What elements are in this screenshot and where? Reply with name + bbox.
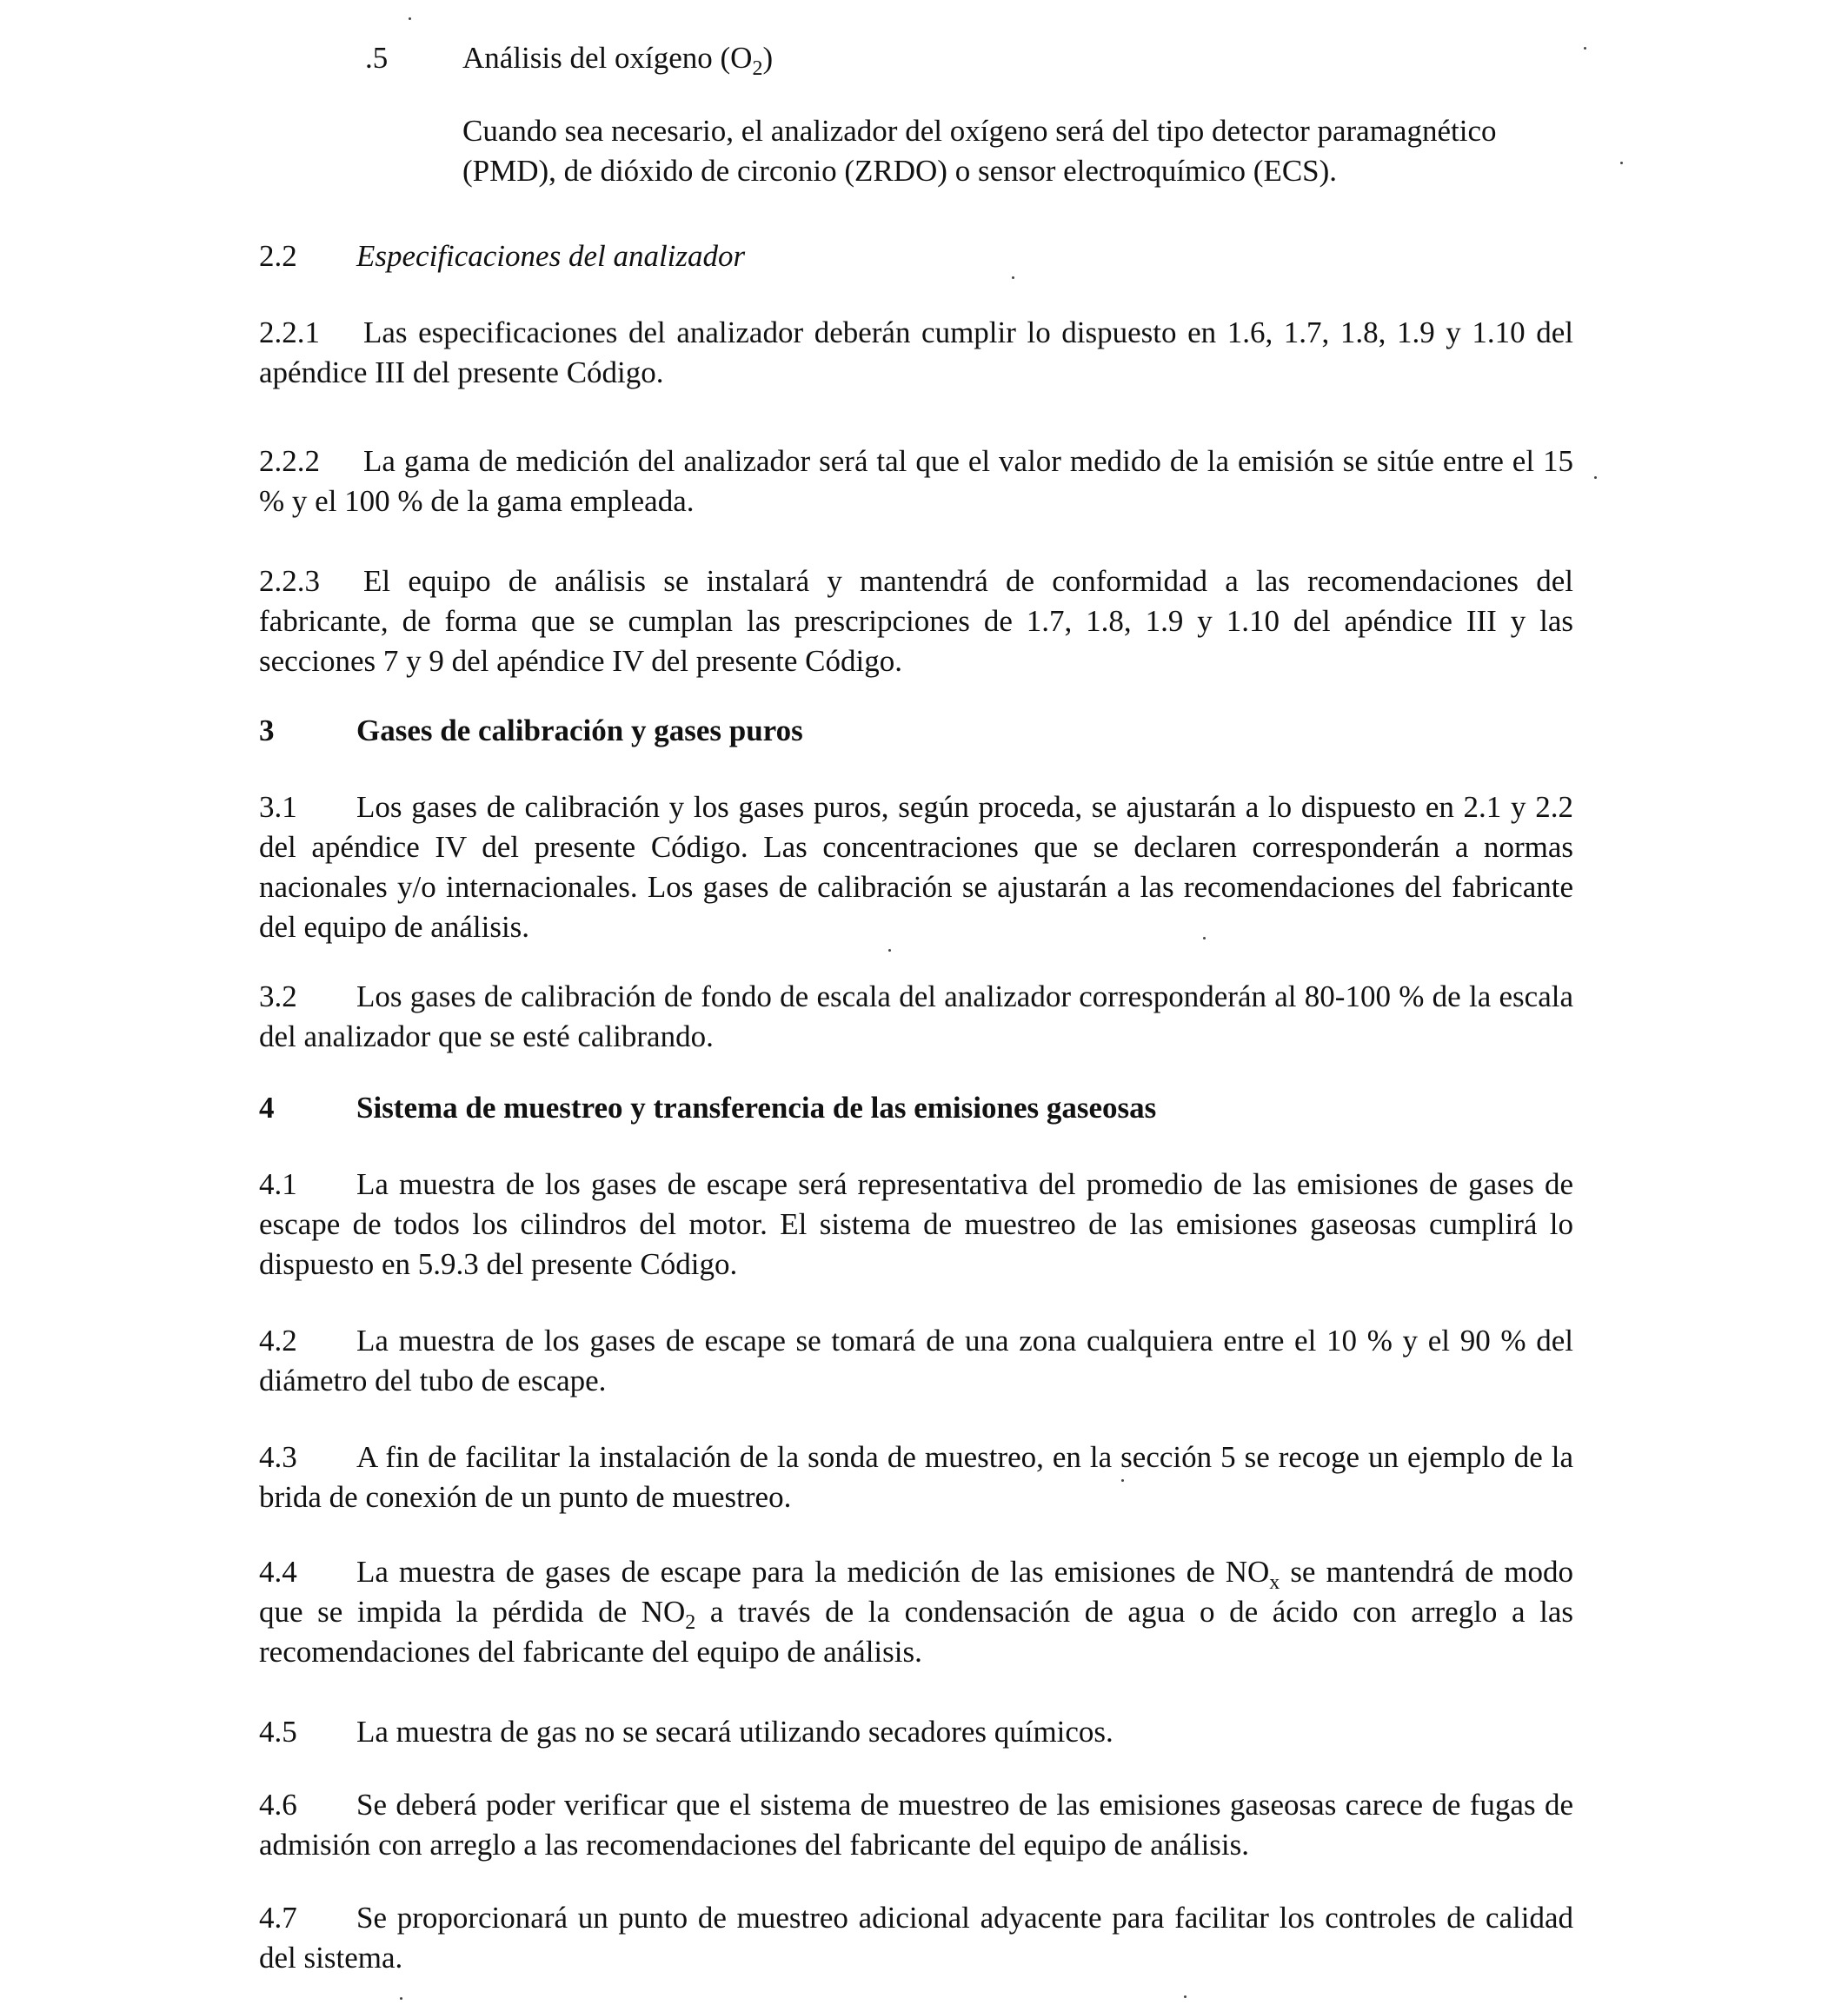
paragraph-2-2-3-text: El equipo de análisis se instalará y mantendrá de conformidad a las recomendaciones del fabricante, de forma que se cumplan las prescripciones de 1.7, 1.8, 1.9 y 1.10 del apéndice III y las secciones 7 y 9 del apéndice IV del presente Código.: [259, 564, 1573, 678]
paragraph-4-4: [259, 1552, 1573, 1672]
paragraph-4-6-text: Se deberá poder verificar que el sistema de muestreo de las emisiones gaseosas carece de fugas de admisión con arreglo a las recomendaciones del fabricante del equipo de análisis.: [259, 1788, 1573, 1862]
paragraph-4-3-number: 4.3: [259, 1440, 297, 1474]
paragraph-3-1: [259, 787, 1573, 947]
section-3-heading: [259, 711, 1573, 751]
scan-speck: [1012, 276, 1014, 279]
scan-speck: [888, 949, 891, 952]
scan-speck: [409, 17, 411, 20]
scan-speck: [1584, 47, 1586, 50]
item-5-body: Cuando sea necesario, el analizador del oxígeno será del tipo detector paramagnético (PMD), de dióxido de circonio (ZRDO) o sensor electroquímico (ECS).: [462, 114, 1497, 188]
paragraph-4-2-number: 4.2: [259, 1324, 297, 1358]
paragraph-4-5-text: La muestra de gas no se secará utilizando secadores químicos.: [356, 1715, 1113, 1749]
paragraph-2-2-3-number: 2.2.3: [259, 564, 320, 598]
scan-speck: [1203, 937, 1206, 939]
paragraph-3-1-text: Los gases de calibración y los gases puros, según proceda, se ajustarán a lo dispuesto en 2.1 y 2.2 del apéndice IV del presente Código. Las concentraciones que se declaren corresponderán a normas nacionales y/o internacionales. Los gases de calibración se ajustarán a las recomendaciones del fabricante del equipo de análisis.: [259, 790, 1573, 944]
paragraph-4-7-number: 4.7: [259, 1901, 297, 1935]
section-3-title: Gases de calibración y gases puros: [356, 714, 803, 747]
paragraph-2-2-1: [259, 313, 1573, 393]
section-3-number: 3: [259, 714, 275, 747]
section-2-2-number: 2.2: [259, 239, 297, 273]
section-2-2-title: Especificaciones del analizador: [356, 239, 746, 273]
scan-speck: [1184, 1995, 1187, 1998]
paragraph-4-7: [259, 1898, 1573, 1978]
paragraph-2-2-3: [259, 561, 1573, 681]
paragraph-2-2-1-number: 2.2.1: [259, 315, 320, 349]
paragraph-2-2-1-text: Las especificaciones del analizador deberán cumplir lo dispuesto en 1.6, 1.7, 1.8, 1.9 y 1.10 del apéndice III del presente Código.: [259, 315, 1573, 389]
paragraph-2-2-2: [259, 441, 1573, 521]
section-4-number: 4: [259, 1091, 275, 1125]
paragraph-4-4-text: La muestra de gases de escape para la medición de las emisiones de $NO_x$ se mantendrá de modo que se impida la pérdida de $NO_2$ a través de la condensación de agua o de ácido con arreglo a las recomendaciones del fabricante del equipo de análisis.: [259, 1555, 1573, 1669]
paragraph-4-6: [259, 1785, 1573, 1865]
paragraph-3-2: [259, 977, 1573, 1057]
paragraph-4-6-number: 4.6: [259, 1788, 297, 1822]
item-5-title: Análisis del oxígeno $(O_2)$: [462, 41, 774, 80]
paragraph-4-5: [259, 1712, 1573, 1752]
paragraph-2-2-2-number: 2.2.2: [259, 444, 320, 478]
paragraph-4-1-text: La muestra de los gases de escape será representativa del promedio de las emisiones de gases de escape de todos los cilindros del motor. El sistema de muestreo de las emisiones gaseosas cumplirá lo dispuesto en 5.9.3 del presente Código.: [259, 1167, 1573, 1281]
scan-speck: [1620, 162, 1623, 164]
paragraph-4-1-number: 4.1: [259, 1167, 297, 1201]
paragraph-4-1: [259, 1165, 1573, 1285]
section-2-2-heading: [259, 236, 1573, 276]
paragraph-4-2-text: La muestra de los gases de escape se tomará de una zona cualquiera entre el 10 % y el 90 % del diámetro del tubo de escape.: [259, 1324, 1573, 1398]
section-4-title: Sistema de muestreo y transferencia de las emisiones gaseosas: [356, 1091, 1157, 1125]
paragraph-4-7-text: Se proporcionará un punto de muestreo adicional adyacente para facilitar los controles de calidad del sistema.: [259, 1901, 1573, 1975]
paragraph-3-2-text: Los gases de calibración de fondo de escala del analizador corresponderán al 80-100 % de la escala del analizador que se esté calibrando.: [259, 979, 1573, 1053]
paragraph-4-3-text: A fin de facilitar la instalación de la sonda de muestreo, en la sección 5 se recoge un ejemplo de la brida de conexión de un punto de muestreo.: [259, 1440, 1573, 1514]
paragraph-3-2-number: 3.2: [259, 979, 297, 1013]
paragraph-4-4-number: 4.4: [259, 1555, 297, 1589]
scan-speck: [1594, 476, 1597, 479]
paragraph-4-3: [259, 1437, 1573, 1517]
scan-speck: [1121, 1479, 1124, 1482]
scan-speck: [400, 1997, 402, 2000]
paragraph-3-1-number: 3.1: [259, 790, 297, 824]
item-5-heading: [365, 38, 773, 78]
section-4-heading: [259, 1088, 1573, 1128]
item-5-number: .5: [365, 41, 389, 75]
paragraph-4-5-number: 4.5: [259, 1715, 297, 1749]
paragraph-4-2: [259, 1321, 1573, 1401]
paragraph-2-2-2-text: La gama de medición del analizador será tal que el valor medido de la emisión se sitúe entre el 15 % y el 100 % de la gama empleada.: [259, 444, 1573, 518]
